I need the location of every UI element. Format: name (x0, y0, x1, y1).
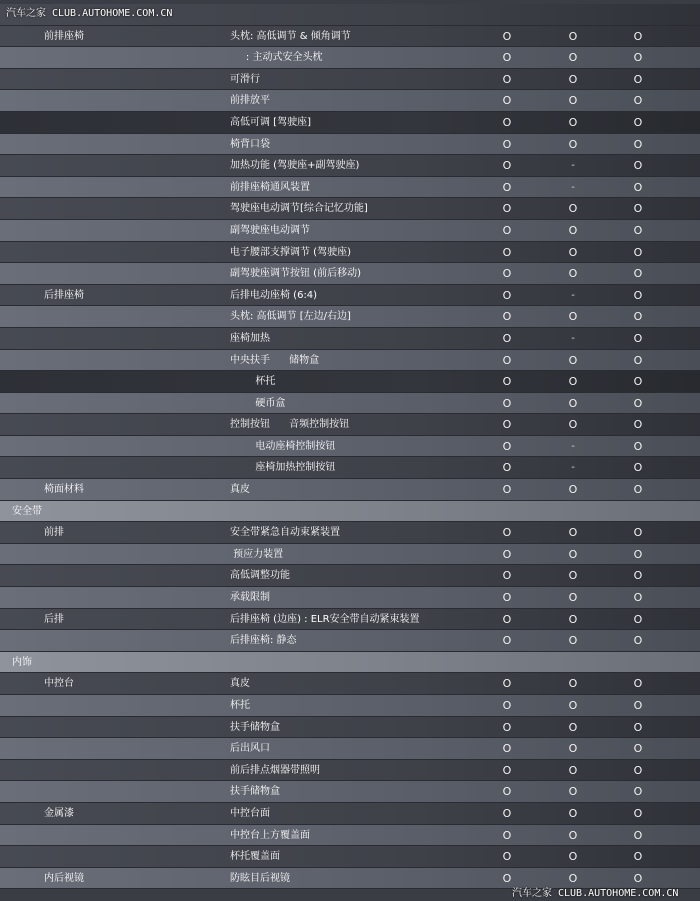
trim-2-mark: O (568, 699, 578, 712)
feature-cell: 高低调整功能 (230, 570, 290, 582)
trim-1-mark: O (502, 331, 512, 345)
trim-2-mark: O (568, 828, 578, 842)
trim-2-mark: O (568, 115, 578, 129)
trim-1-mark: O (502, 72, 512, 86)
trim-3-mark: O (633, 353, 643, 367)
trim-2-mark: O (568, 850, 578, 864)
trim-1-mark: O (502, 51, 512, 65)
feature-cell: 中央扶手 储物盒 (230, 354, 320, 366)
trim-1-mark: O (502, 461, 512, 475)
table-row (0, 544, 700, 566)
trim-3-mark: O (633, 331, 643, 345)
feature-cell: 高低可调 [驾驶座] (230, 116, 311, 128)
trim-2-mark: - (571, 160, 575, 172)
trim-1-mark: O (502, 871, 512, 885)
trim-3-mark: O (633, 202, 643, 216)
trim-1-mark: O (502, 483, 512, 497)
trim-2-mark: O (568, 267, 578, 281)
table-row (0, 825, 700, 847)
trim-2-mark: O (568, 72, 578, 86)
trim-3-mark: O (633, 612, 643, 626)
table-row (0, 155, 700, 177)
trim-2-mark: O (568, 483, 578, 497)
trim-1-mark: O (502, 699, 512, 712)
trim-1-mark: O (502, 115, 512, 129)
trim-1-mark: O (502, 245, 512, 259)
trim-2-mark: O (568, 547, 578, 561)
table-row (0, 69, 700, 91)
trim-3-mark: O (633, 742, 643, 756)
feature-cell: 座椅加热控制按钮 (230, 462, 336, 474)
trim-2-mark: O (568, 591, 578, 605)
trim-3-mark: O (633, 677, 643, 691)
table-row (0, 587, 700, 609)
table-row (0, 673, 700, 695)
trim-1-mark: O (502, 720, 512, 734)
watermark-site: CLUB.AUTOHOME.COM.CN (558, 888, 679, 899)
trim-1-mark: O (502, 418, 512, 432)
table-row (0, 263, 700, 285)
trim-2-mark: - (571, 181, 575, 193)
table-row (0, 479, 700, 501)
feature-cell: 后出风口 (230, 743, 270, 755)
trim-1-mark: O (502, 677, 512, 691)
trim-2-mark: O (568, 418, 578, 432)
trim-2-mark: O (568, 785, 578, 799)
trim-1-mark: O (502, 763, 512, 777)
trim-3-mark: O (633, 591, 643, 605)
trim-3-mark: O (633, 483, 643, 497)
trim-1-mark: O (502, 785, 512, 799)
table-row (0, 328, 700, 350)
trim-1-mark: O (502, 806, 512, 820)
feature-cell: 后排座椅 (边座) : ELR安全带自动紧束装置 (230, 613, 420, 625)
trim-2-mark: O (568, 375, 578, 389)
trim-2-mark: O (568, 396, 578, 410)
trim-2-mark: O (568, 871, 578, 885)
trim-3-mark: O (633, 850, 643, 864)
feature-cell: 中控台上方覆盖面 (230, 829, 310, 841)
trim-3-mark: O (633, 245, 643, 259)
feature-cell: 防眩目后视镜 (230, 872, 290, 884)
trim-2-mark: - (571, 332, 575, 344)
table-row (0, 846, 700, 868)
feature-cell: 扶手储物盒 (230, 786, 280, 798)
section-row (0, 652, 700, 674)
trim-3-mark: O (633, 375, 643, 389)
trim-1-mark: O (502, 526, 512, 540)
table-row (0, 781, 700, 803)
table-row (0, 609, 700, 631)
feature-cell: 后排电动座椅 (6:4) (230, 289, 318, 301)
subcategory-cell: 前排座椅 (44, 30, 84, 42)
spec-table (0, 4, 700, 889)
trim-1-mark: O (502, 547, 512, 561)
table-row (0, 630, 700, 652)
feature-cell: 头枕: 高低调节 & 倾角调节 (230, 30, 351, 42)
feature-cell: : 主动式安全头枕 (230, 52, 323, 64)
trim-2-mark: O (568, 763, 578, 777)
trim-2-mark: O (568, 137, 578, 151)
table-row (0, 90, 700, 112)
trim-1-mark: O (502, 159, 512, 173)
subcategory-cell: 后排 (44, 613, 64, 625)
trim-2-mark: O (568, 94, 578, 108)
trim-3-mark: O (633, 310, 643, 324)
trim-2-mark: O (568, 223, 578, 237)
feature-cell: 扶手储物盒 (230, 721, 280, 733)
section-row (0, 501, 700, 523)
trim-3-mark: O (633, 72, 643, 86)
trim-1-mark: O (502, 569, 512, 583)
table-row (0, 134, 700, 156)
feature-cell: 中控台面 (230, 807, 270, 819)
feature-cell: 硬币盒 (230, 397, 286, 409)
trim-3-mark: O (633, 159, 643, 173)
table-row (0, 717, 700, 739)
feature-cell: 安全带紧急自动束紧装置 (230, 527, 340, 539)
trim-2-mark: O (568, 569, 578, 583)
feature-cell: 杯托覆盖面 (230, 851, 280, 863)
trim-1-mark: O (502, 310, 512, 324)
trim-1-mark: O (502, 29, 512, 43)
trim-2-mark: O (568, 245, 578, 259)
trim-2-mark: - (571, 462, 575, 474)
trim-3-mark: O (633, 871, 643, 885)
table-row (0, 393, 700, 415)
table-row (0, 457, 700, 479)
feature-cell: 电动座椅控制按钮 (230, 440, 336, 452)
feature-cell: 真皮 (230, 678, 250, 690)
trim-3-mark: O (633, 94, 643, 108)
feature-cell: 前排座椅通风装置 (230, 181, 310, 193)
trim-1-mark: O (502, 612, 512, 626)
trim-3-mark: O (633, 806, 643, 820)
trim-3-mark: O (633, 526, 643, 540)
table-row (0, 285, 700, 307)
trim-2-mark: O (568, 742, 578, 756)
trim-2-mark: O (568, 720, 578, 734)
feature-cell: 杯托 (230, 376, 276, 388)
table-row (0, 371, 700, 393)
trim-2-mark: O (568, 526, 578, 540)
trim-3-mark: O (633, 396, 643, 410)
trim-3-mark: O (633, 137, 643, 151)
trim-1-mark: O (502, 202, 512, 216)
trim-2-mark: O (568, 29, 578, 43)
trim-3-mark: O (633, 115, 643, 129)
trim-1-mark: O (502, 439, 512, 453)
trim-2-mark: O (568, 612, 578, 626)
table-row (0, 350, 700, 372)
trim-3-mark: O (633, 785, 643, 799)
table-row (0, 695, 700, 717)
category-cell: 内饰 (12, 656, 32, 668)
trim-1-mark: O (502, 137, 512, 151)
trim-1-mark: O (502, 850, 512, 864)
trim-1-mark: O (502, 591, 512, 605)
trim-3-mark: O (633, 51, 643, 65)
feature-cell: 前后排点烟器带照明 (230, 764, 320, 776)
trim-3-mark: O (633, 418, 643, 432)
trim-2-mark: O (568, 51, 578, 65)
trim-3-mark: O (633, 569, 643, 583)
subcategory-cell: 后排座椅 (44, 289, 84, 301)
table-row (0, 803, 700, 825)
table-row (0, 760, 700, 782)
feature-cell: 座椅加热 (230, 332, 270, 344)
trim-2-mark: O (568, 634, 578, 648)
trim-1-mark: O (502, 267, 512, 281)
trim-1-mark: O (502, 353, 512, 367)
subcategory-cell: 金属漆 (44, 807, 74, 819)
watermark-bottom-right (512, 884, 678, 899)
table-row (0, 177, 700, 199)
table-row (0, 47, 700, 69)
trim-3-mark: O (633, 223, 643, 237)
trim-1-mark: O (502, 94, 512, 108)
table-row (0, 242, 700, 264)
trim-3-mark: O (633, 180, 643, 194)
table-row (0, 565, 700, 587)
feature-cell: 杯托 (230, 700, 250, 711)
watermark-site: CLUB.AUTOHOME.COM.CN (52, 8, 173, 19)
table-row (0, 436, 700, 458)
feature-cell: 后排座椅: 静态 (230, 635, 297, 647)
trim-1-mark: O (502, 180, 512, 194)
feature-cell: 加热功能 (驾驶座+副驾驶座) (230, 160, 360, 172)
trim-2-mark: - (571, 289, 575, 301)
trim-3-mark: O (633, 828, 643, 842)
table-row (0, 522, 700, 544)
subcategory-cell: 内后视镜 (44, 872, 84, 884)
feature-cell: 前排放平 (230, 95, 270, 107)
trim-3-mark: O (633, 439, 643, 453)
watermark-brand: 汽车之家 (512, 888, 552, 899)
trim-3-mark: O (633, 699, 643, 712)
watermark-brand: 汽车之家 (6, 8, 46, 19)
trim-1-mark: O (502, 223, 512, 237)
trim-2-mark: O (568, 202, 578, 216)
feature-cell: 副驾驶座调节按钮 (前后移动) (230, 268, 361, 280)
subcategory-cell: 前排 (44, 527, 64, 539)
feature-cell: 控制按钮 音频控制按钮 (230, 419, 350, 431)
feature-cell: 可滑行 (230, 73, 260, 85)
trim-3-mark: O (633, 720, 643, 734)
trim-2-mark: O (568, 806, 578, 820)
table-row (0, 414, 700, 436)
watermark-top-left (6, 4, 172, 19)
table-row (0, 198, 700, 220)
feature-cell: 头枕: 高低调节 [左边/右边] (230, 311, 351, 323)
trim-3-mark: O (633, 267, 643, 281)
trim-1-mark: O (502, 828, 512, 842)
trim-1-mark: O (502, 634, 512, 648)
table-row (0, 220, 700, 242)
trim-1-mark: O (502, 742, 512, 756)
feature-cell: 承载限制 (230, 592, 270, 604)
trim-3-mark: O (633, 547, 643, 561)
table-row (0, 26, 700, 48)
subcategory-cell: 椅面材料 (44, 484, 84, 496)
table-row (0, 112, 700, 134)
trim-1-mark: O (502, 288, 512, 302)
table-row (0, 738, 700, 760)
trim-1-mark: O (502, 396, 512, 410)
trim-3-mark: O (633, 763, 643, 777)
trim-2-mark: O (568, 310, 578, 324)
trim-3-mark: O (633, 461, 643, 475)
trim-1-mark: O (502, 375, 512, 389)
trim-2-mark: - (571, 440, 575, 452)
feature-cell: 副驾驶座电动调节 (230, 224, 310, 236)
table-row (0, 306, 700, 328)
feature-cell: 预应力装置 (230, 548, 284, 560)
category-cell: 安全带 (12, 505, 42, 517)
trim-2-mark: O (568, 677, 578, 691)
trim-3-mark: O (633, 29, 643, 43)
feature-cell: 椅背口袋 (230, 138, 270, 150)
subcategory-cell: 中控台 (44, 678, 74, 690)
feature-cell: 真皮 (230, 484, 250, 496)
trim-3-mark: O (633, 634, 643, 648)
trim-3-mark: O (633, 288, 643, 302)
feature-cell: 电子腰部支撑调节 (驾驶座) (230, 246, 351, 258)
trim-2-mark: O (568, 353, 578, 367)
feature-cell: 驾驶座电动调节[综合记忆功能] (230, 203, 368, 215)
